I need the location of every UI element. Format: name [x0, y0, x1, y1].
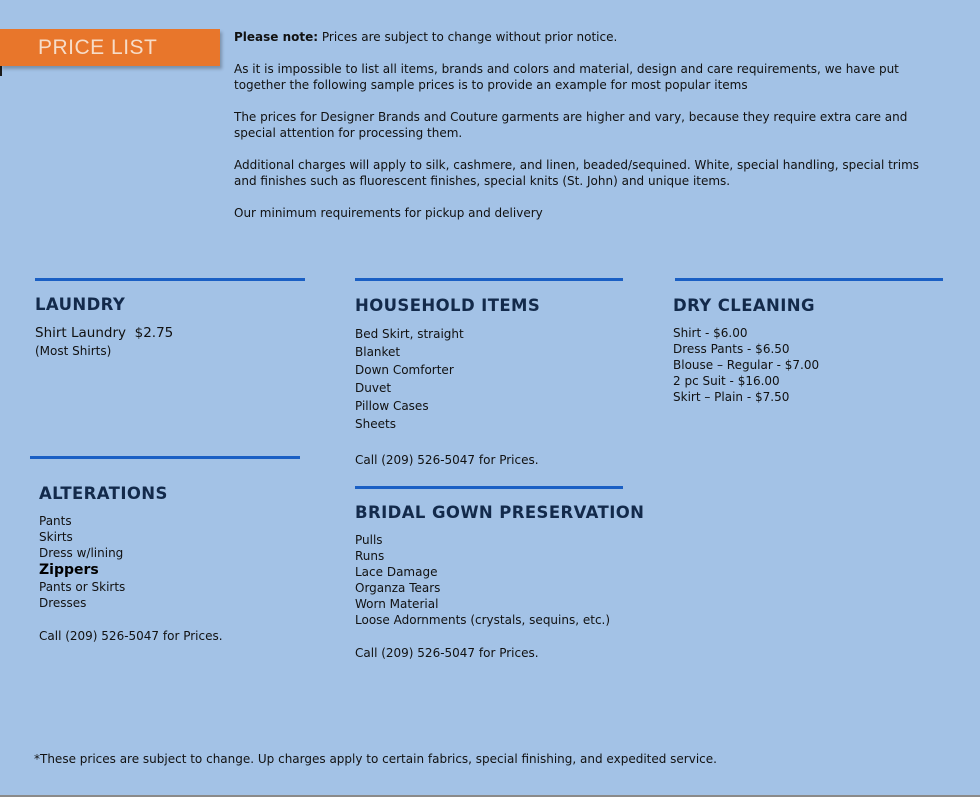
- price-list-tab: [0, 29, 220, 66]
- list-item: Skirts: [39, 530, 73, 544]
- note-paragraph-3: The prices for Designer Brands and Couture garments are higher and vary, because they require extra care and special attention for processing them.: [234, 110, 908, 140]
- list-item: Dresses: [39, 596, 87, 610]
- list-item: Bed Skirt, straight: [355, 327, 464, 341]
- list-item: Down Comforter: [355, 363, 454, 377]
- bridal-call-text: Call (209) 526-5047 for Prices.: [355, 646, 539, 660]
- list-item: Loose Adornments (crystals, sequins, etc.): [355, 613, 611, 627]
- list-item: Dress w/lining: [39, 546, 124, 560]
- dry-cleaning-divider: [675, 278, 943, 281]
- list-item: Lace Damage: [355, 565, 438, 579]
- list-item: Blanket: [355, 345, 401, 359]
- please-note-label: Please note:: [234, 30, 319, 44]
- laundry-divider: [35, 278, 305, 281]
- household-divider: [355, 278, 623, 281]
- note-paragraph-1: [234, 29, 944, 45]
- list-item: Dress Pants - $6.50: [673, 342, 790, 356]
- please-note-text: Prices are subject to change without prior notice.: [318, 30, 618, 44]
- note-paragraph-4: Additional charges will apply to silk, cashmere, and linen, beaded/sequined. White, special handling, special trims and finishes such as fluorescent finishes, special knits (St. John) and unique items.: [234, 158, 920, 188]
- list-item: Runs: [355, 549, 385, 563]
- price-list-title: PRICE LIST: [38, 36, 158, 59]
- dry-cleaning-heading: DRY CLEANING: [673, 296, 815, 315]
- list-item: Blouse – Regular - $7.00: [673, 358, 820, 372]
- bridal-divider: [355, 486, 623, 489]
- list-item: Organza Tears: [355, 581, 441, 595]
- bridal-heading: BRIDAL GOWN PRESERVATION: [355, 503, 645, 522]
- alterations-list: [39, 513, 125, 611]
- note-paragraph-5: Our minimum requirements for pickup and delivery: [234, 206, 543, 220]
- list-item: Pillow Cases: [355, 399, 429, 413]
- zippers-subheading: Zippers: [39, 562, 99, 578]
- list-item: Worn Material: [355, 597, 439, 611]
- list-item: Pants: [39, 514, 72, 528]
- decorative-tick: [0, 66, 2, 76]
- household-call-text: Call (209) 526-5047 for Prices.: [355, 453, 539, 467]
- bridal-list: [355, 532, 610, 628]
- list-item: Shirt - $6.00: [673, 326, 748, 340]
- alterations-heading: ALTERATIONS: [39, 484, 168, 503]
- alterations-call-text: Call (209) 526-5047 for Prices.: [39, 629, 223, 643]
- list-item: Skirt – Plain - $7.50: [673, 390, 790, 404]
- laundry-note: (Most Shirts): [35, 344, 112, 358]
- list-item: Pulls: [355, 533, 383, 547]
- list-item: Pants or Skirts: [39, 580, 126, 594]
- footer-disclaimer: *These prices are subject to change. Up charges apply to certain fabrics, special finishing, and expedited service.: [34, 752, 717, 766]
- household-list: [355, 326, 464, 434]
- note-paragraph-2: As it is impossible to list all items, brands and colors and material, design and care requirements, we have put together the following sample prices is to provide an example for most popular items: [234, 62, 899, 92]
- alterations-divider: [30, 456, 300, 459]
- dry-cleaning-list: [673, 325, 819, 405]
- list-item: 2 pc Suit - $16.00: [673, 374, 780, 388]
- list-item: Duvet: [355, 381, 392, 395]
- laundry-price: Shirt Laundry $2.75: [35, 325, 174, 341]
- household-heading: HOUSEHOLD ITEMS: [355, 296, 541, 315]
- laundry-heading: LAUNDRY: [35, 295, 126, 314]
- list-item: Sheets: [355, 417, 396, 431]
